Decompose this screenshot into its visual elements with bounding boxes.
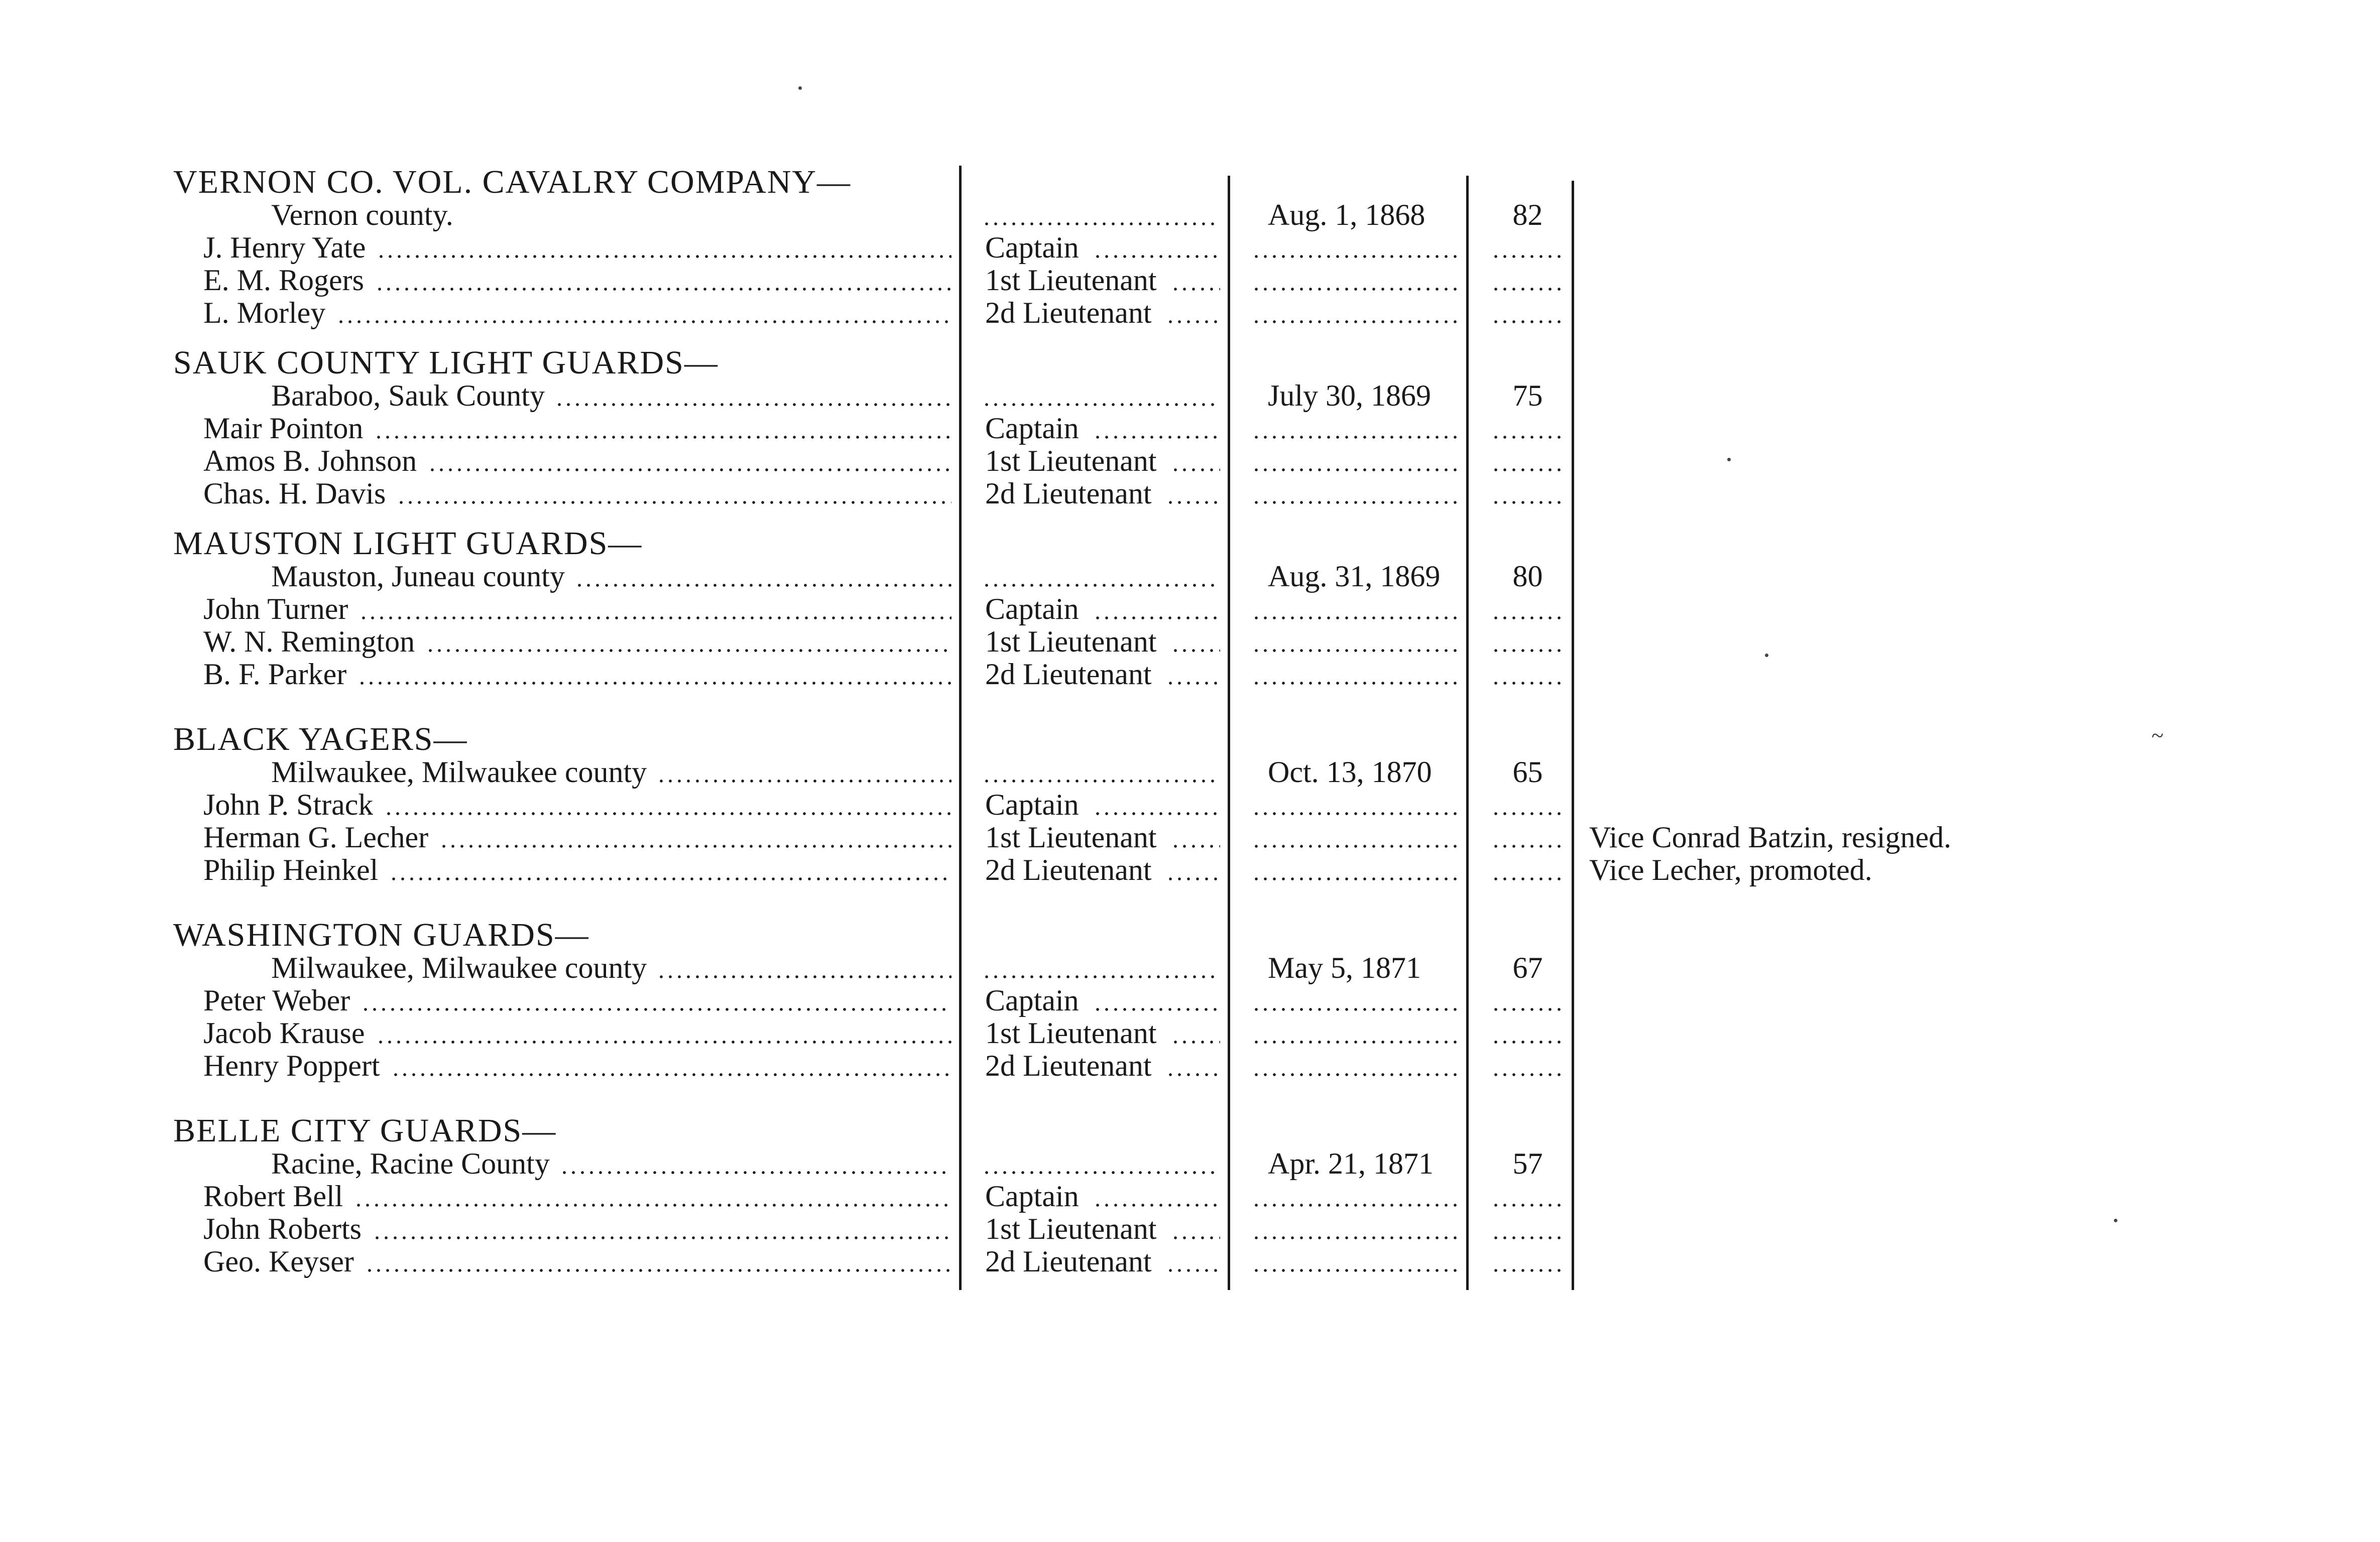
- officer-row: [0, 477, 2380, 510]
- leader-dots: [1491, 435, 1567, 440]
- date-cell: [1248, 198, 1462, 231]
- officer-row: [0, 1049, 2380, 1082]
- leader-dots: [1093, 615, 1220, 620]
- officer-rank: 2d Lieutenant: [985, 658, 1152, 691]
- officer-name: John P. Strack: [203, 788, 374, 821]
- date-cell-empty: [1248, 625, 1462, 658]
- number-cell-empty: [1486, 625, 1569, 658]
- officer-name: Philip Heinkel: [203, 853, 379, 886]
- officer-rank-cell: [979, 296, 1226, 329]
- leader-dots: [391, 1072, 951, 1077]
- company-name: SAUK COUNTY LIGHT GUARDS—: [173, 344, 719, 381]
- company-heading: [173, 166, 851, 199]
- leader-dots: [376, 1040, 951, 1045]
- officer-name: B. F. Parker: [203, 658, 347, 691]
- leader-dots: [1093, 1203, 1220, 1208]
- officer-name: Peter Weber: [203, 984, 350, 1017]
- leader-dots: [336, 319, 951, 324]
- number-cell-empty: [1486, 231, 1569, 264]
- officer-name: John Turner: [203, 592, 348, 625]
- leader-dots: [1252, 1007, 1459, 1012]
- leader-dots: [1491, 1007, 1567, 1012]
- officer-name: Geo. Keyser: [203, 1245, 354, 1278]
- leader-dots: [1171, 467, 1220, 472]
- leader-dots: [426, 648, 951, 653]
- leader-dots: [1252, 467, 1459, 472]
- date-cell-empty: [1248, 412, 1462, 445]
- company-location-row: [0, 560, 1577, 593]
- leader-dots: [575, 583, 951, 588]
- column-rule-number: [1466, 176, 1469, 1290]
- date-cell-empty: [1248, 853, 1462, 886]
- date-cell-empty: [1248, 1245, 1462, 1278]
- leader-dots: [1166, 681, 1220, 686]
- officer-rank: 1st Lieutenant: [985, 625, 1157, 658]
- officer-name: John Roberts: [203, 1212, 362, 1245]
- officer-rank-cell: [979, 477, 1226, 510]
- officer-rank: Captain: [985, 412, 1079, 445]
- officer-name: J. Henry Yate: [203, 231, 366, 264]
- officer-rank: 1st Lieutenant: [985, 264, 1157, 297]
- officer-name: Amos B. Johnson: [203, 444, 417, 477]
- rank-cell-empty: [979, 1147, 1226, 1180]
- leader-dots: [1252, 1235, 1459, 1240]
- date-cell-empty: [1248, 477, 1462, 510]
- company-location-row: [0, 1147, 1577, 1180]
- officer-row: [0, 1245, 2380, 1278]
- rank-cell-empty: [979, 198, 1226, 231]
- officer-rank: 2d Lieutenant: [985, 853, 1152, 886]
- date-cell-empty: [1248, 788, 1462, 821]
- company-location: Racine, Racine County: [271, 1147, 550, 1180]
- officer-rank: 2d Lieutenant: [985, 296, 1152, 329]
- leader-dots: [361, 1007, 951, 1012]
- officer-rank: 1st Lieutenant: [985, 1212, 1157, 1245]
- leader-dots: [1252, 319, 1459, 324]
- leader-dots: [359, 615, 951, 620]
- officer-rank-cell: [979, 1016, 1226, 1050]
- commission-date: May 5, 1871: [1268, 951, 1421, 984]
- officer-row: [0, 264, 2380, 297]
- officer-rank: Captain: [985, 1180, 1079, 1213]
- officer-rank-cell: [979, 444, 1226, 477]
- scan-speck: [1727, 458, 1731, 461]
- officer-row: [0, 1212, 2380, 1245]
- officer-rank: Captain: [985, 592, 1079, 625]
- leader-dots: [375, 287, 951, 292]
- number-cell-empty: [1486, 1049, 1569, 1082]
- leader-dots: [1491, 254, 1567, 259]
- number-cell-empty: [1486, 1016, 1569, 1050]
- leader-dots: [1252, 648, 1459, 653]
- leader-dots: [1171, 844, 1220, 849]
- company-location: Milwaukee, Milwaukee county: [271, 951, 647, 984]
- officer-rank-cell: [979, 625, 1226, 658]
- leader-dots: [555, 402, 951, 407]
- leader-dots: [1166, 1072, 1220, 1077]
- leader-dots: [1252, 500, 1459, 505]
- officer-row: [0, 412, 2380, 445]
- leader-dots: [1171, 1040, 1220, 1045]
- date-cell-empty: [1248, 658, 1462, 691]
- company-number: 67: [1512, 951, 1543, 984]
- leader-dots: [1166, 876, 1220, 881]
- officer-name: E. M. Rogers: [203, 264, 364, 297]
- leader-dots: [1491, 811, 1567, 816]
- date-cell-empty: [1248, 1049, 1462, 1082]
- company-location-row: [0, 951, 1577, 984]
- officer-rank-cell: [979, 1180, 1226, 1213]
- officer-rank: 2d Lieutenant: [985, 1245, 1152, 1278]
- leader-dots: [657, 974, 951, 979]
- column-rule-date: [1228, 176, 1230, 1290]
- leader-dots: [358, 681, 951, 686]
- scan-speck: [798, 86, 802, 90]
- company-location: Vernon county.: [271, 198, 453, 231]
- commission-date: July 30, 1869: [1268, 379, 1432, 412]
- officer-rank-cell: [979, 853, 1226, 886]
- leader-dots: [1252, 1072, 1459, 1077]
- leader-dots: [373, 1235, 951, 1240]
- leader-dots: [1491, 319, 1567, 324]
- number-cell-empty: [1486, 477, 1569, 510]
- leader-dots: [1491, 287, 1567, 292]
- officer-rank: 2d Lieutenant: [985, 1049, 1152, 1082]
- commission-date: Aug. 1, 1868: [1268, 198, 1425, 231]
- company-heading: [173, 346, 719, 379]
- number-cell-empty: [1486, 853, 1569, 886]
- company-name: BLACK YAGERS—: [173, 721, 468, 757]
- officer-rank: 1st Lieutenant: [985, 821, 1157, 854]
- leader-dots: [982, 402, 1215, 407]
- date-cell: [1248, 755, 1462, 789]
- date-cell: [1248, 379, 1462, 412]
- leader-dots: [1171, 287, 1220, 292]
- company-heading: [173, 919, 589, 952]
- officer-row: [0, 1016, 2380, 1050]
- number-cell-empty: [1486, 1212, 1569, 1245]
- leader-dots: [1093, 435, 1220, 440]
- date-cell-empty: [1248, 444, 1462, 477]
- company-name: VERNON CO. VOL. CAVALRY COMPANY—: [173, 164, 852, 200]
- leader-dots: [982, 779, 1215, 784]
- company-number: 57: [1512, 1147, 1543, 1180]
- officer-rank: 1st Lieutenant: [985, 444, 1157, 477]
- leader-dots: [1491, 876, 1567, 881]
- officer-name: Jacob Krause: [203, 1016, 365, 1050]
- leader-dots: [1166, 319, 1220, 324]
- officer-note: Vice Conrad Batzin, resigned.: [1589, 821, 1952, 854]
- company-location-row: [0, 379, 1577, 412]
- date-cell-empty: [1248, 1016, 1462, 1050]
- leader-dots: [1252, 1203, 1459, 1208]
- officer-name: L. Morley: [203, 296, 326, 329]
- commission-date: Apr. 21, 1871: [1268, 1147, 1434, 1180]
- leader-dots: [384, 811, 951, 816]
- leader-dots: [374, 435, 951, 440]
- leader-dots: [1252, 1040, 1459, 1045]
- date-cell-empty: [1248, 1180, 1462, 1213]
- officer-rank-cell: [979, 231, 1226, 264]
- number-cell-empty: [1486, 296, 1569, 329]
- date-cell-empty: [1248, 264, 1462, 297]
- date-cell: [1248, 560, 1462, 593]
- date-cell-empty: [1248, 821, 1462, 854]
- leader-dots: [1171, 1235, 1220, 1240]
- number-cell-empty: [1486, 788, 1569, 821]
- officer-row: [0, 592, 2380, 625]
- leader-dots: [397, 500, 951, 505]
- company-location: Baraboo, Sauk County: [271, 379, 545, 412]
- leader-dots: [1491, 681, 1567, 686]
- leader-dots: [657, 779, 951, 784]
- leader-dots: [1166, 1268, 1220, 1273]
- leader-dots: [389, 876, 951, 881]
- number-cell-empty: [1486, 984, 1569, 1017]
- leader-dots: [1491, 844, 1567, 849]
- number-cell-empty: [1486, 264, 1569, 297]
- officer-row: [0, 853, 2380, 886]
- number-cell-empty: [1486, 658, 1569, 691]
- company-number: 80: [1512, 560, 1543, 593]
- officer-rank: Captain: [985, 788, 1079, 821]
- leader-dots: [1491, 1235, 1567, 1240]
- officer-rank-cell: [979, 821, 1226, 854]
- officer-row: [0, 296, 2380, 329]
- leader-dots: [1093, 1007, 1220, 1012]
- officer-row: [0, 231, 2380, 264]
- commission-date: Oct. 13, 1870: [1268, 755, 1432, 789]
- officer-rank-cell: [979, 788, 1226, 821]
- number-cell-empty: [1486, 412, 1569, 445]
- column-rule-rank: [959, 166, 962, 1290]
- date-cell-empty: [1248, 296, 1462, 329]
- leader-dots: [1491, 500, 1567, 505]
- officer-rank-cell: [979, 1212, 1226, 1245]
- leader-dots: [560, 1170, 951, 1175]
- rank-cell-empty: [979, 560, 1226, 593]
- number-cell-empty: [1486, 1245, 1569, 1278]
- leader-dots: [1252, 435, 1459, 440]
- officer-name: Herman G. Lecher: [203, 821, 429, 854]
- officer-rank: Captain: [985, 231, 1079, 264]
- date-cell: [1248, 951, 1462, 984]
- leader-dots: [1252, 1268, 1459, 1273]
- date-cell-empty: [1248, 592, 1462, 625]
- rank-cell-empty: [979, 755, 1226, 789]
- leader-dots: [1491, 467, 1567, 472]
- date-cell-empty: [1248, 231, 1462, 264]
- officer-note: Vice Lecher, promoted.: [1589, 853, 1872, 886]
- leader-dots: [377, 254, 951, 259]
- date-cell-empty: [1248, 1212, 1462, 1245]
- leader-dots: [1491, 615, 1567, 620]
- leader-dots: [1171, 648, 1220, 653]
- leader-dots: [982, 1170, 1215, 1175]
- leader-dots: [1093, 254, 1220, 259]
- company-name: WASHINGTON GUARDS—: [173, 917, 589, 953]
- leader-dots: [439, 844, 951, 849]
- officer-row: [0, 658, 2380, 691]
- officer-rank-cell: [979, 264, 1226, 297]
- leader-dots: [1491, 648, 1567, 653]
- officer-rank-cell: [979, 592, 1226, 625]
- officer-row: [0, 788, 2380, 821]
- officer-rank: 1st Lieutenant: [985, 1016, 1157, 1050]
- company-name: MAUSTON LIGHT GUARDS—: [173, 525, 643, 562]
- number-cell-empty: [1486, 444, 1569, 477]
- officer-rank-cell: [979, 658, 1226, 691]
- officer-row: [0, 444, 2380, 477]
- scan-speck: [2114, 1219, 2117, 1222]
- officer-row: [0, 625, 2380, 658]
- leader-dots: [1252, 811, 1459, 816]
- leader-dots: [1252, 254, 1459, 259]
- leader-dots: [1491, 1268, 1567, 1273]
- officer-name: Henry Poppert: [203, 1049, 380, 1082]
- scan-speck: [1765, 654, 1768, 657]
- officer-name: Robert Bell: [203, 1180, 343, 1213]
- rank-cell-empty: [979, 379, 1226, 412]
- officer-rank-cell: [979, 984, 1226, 1017]
- officer-rank: 2d Lieutenant: [985, 477, 1152, 510]
- leader-dots: [1491, 1072, 1567, 1077]
- officer-rank-cell: [979, 1049, 1226, 1082]
- officer-row: [0, 984, 2380, 1017]
- officer-rank: Captain: [985, 984, 1079, 1017]
- leader-dots: [982, 221, 1215, 226]
- leader-dots: [1252, 876, 1459, 881]
- leader-dots: [1252, 681, 1459, 686]
- leader-dots: [1252, 615, 1459, 620]
- company-heading: [173, 723, 467, 756]
- company-number: 82: [1512, 198, 1543, 231]
- officer-name: W. N. Remington: [203, 625, 415, 658]
- officer-rank-cell: [979, 1245, 1226, 1278]
- rank-cell-empty: [979, 951, 1226, 984]
- column-rule-end: [1572, 181, 1574, 1290]
- leader-dots: [982, 583, 1215, 588]
- leader-dots: [1491, 1203, 1567, 1208]
- date-cell-empty: [1248, 984, 1462, 1017]
- company-number: 65: [1512, 755, 1543, 789]
- leader-dots: [1093, 811, 1220, 816]
- leader-dots: [1166, 500, 1220, 505]
- officer-row: [0, 1180, 2380, 1213]
- company-location-row: [0, 755, 1577, 789]
- leader-dots: [982, 974, 1215, 979]
- company-heading: [173, 527, 642, 560]
- leader-dots: [1252, 287, 1459, 292]
- company-number: 75: [1512, 379, 1543, 412]
- company-heading: [173, 1114, 556, 1147]
- number-cell-empty: [1486, 821, 1569, 854]
- company-location: Milwaukee, Milwaukee county: [271, 755, 647, 789]
- number-cell-empty: [1486, 592, 1569, 625]
- company-name: BELLE CITY GUARDS—: [173, 1112, 557, 1149]
- leader-dots: [354, 1203, 951, 1208]
- company-location: Mauston, Juneau county: [271, 560, 565, 593]
- number-cell-empty: [1486, 1180, 1569, 1213]
- commission-date: Aug. 31, 1869: [1268, 560, 1441, 593]
- leader-dots: [1252, 844, 1459, 849]
- date-cell: [1248, 1147, 1462, 1180]
- officer-rank-cell: [979, 412, 1226, 445]
- officer-name: Chas. H. Davis: [203, 477, 386, 510]
- officer-name: Mair Pointon: [203, 412, 364, 445]
- leader-dots: [428, 467, 951, 472]
- company-location-row: [0, 198, 1577, 231]
- officer-row: [0, 821, 2380, 854]
- leader-dots: [1491, 1040, 1567, 1045]
- leader-dots: [365, 1268, 951, 1273]
- scan-mark: ~: [2152, 723, 2164, 748]
